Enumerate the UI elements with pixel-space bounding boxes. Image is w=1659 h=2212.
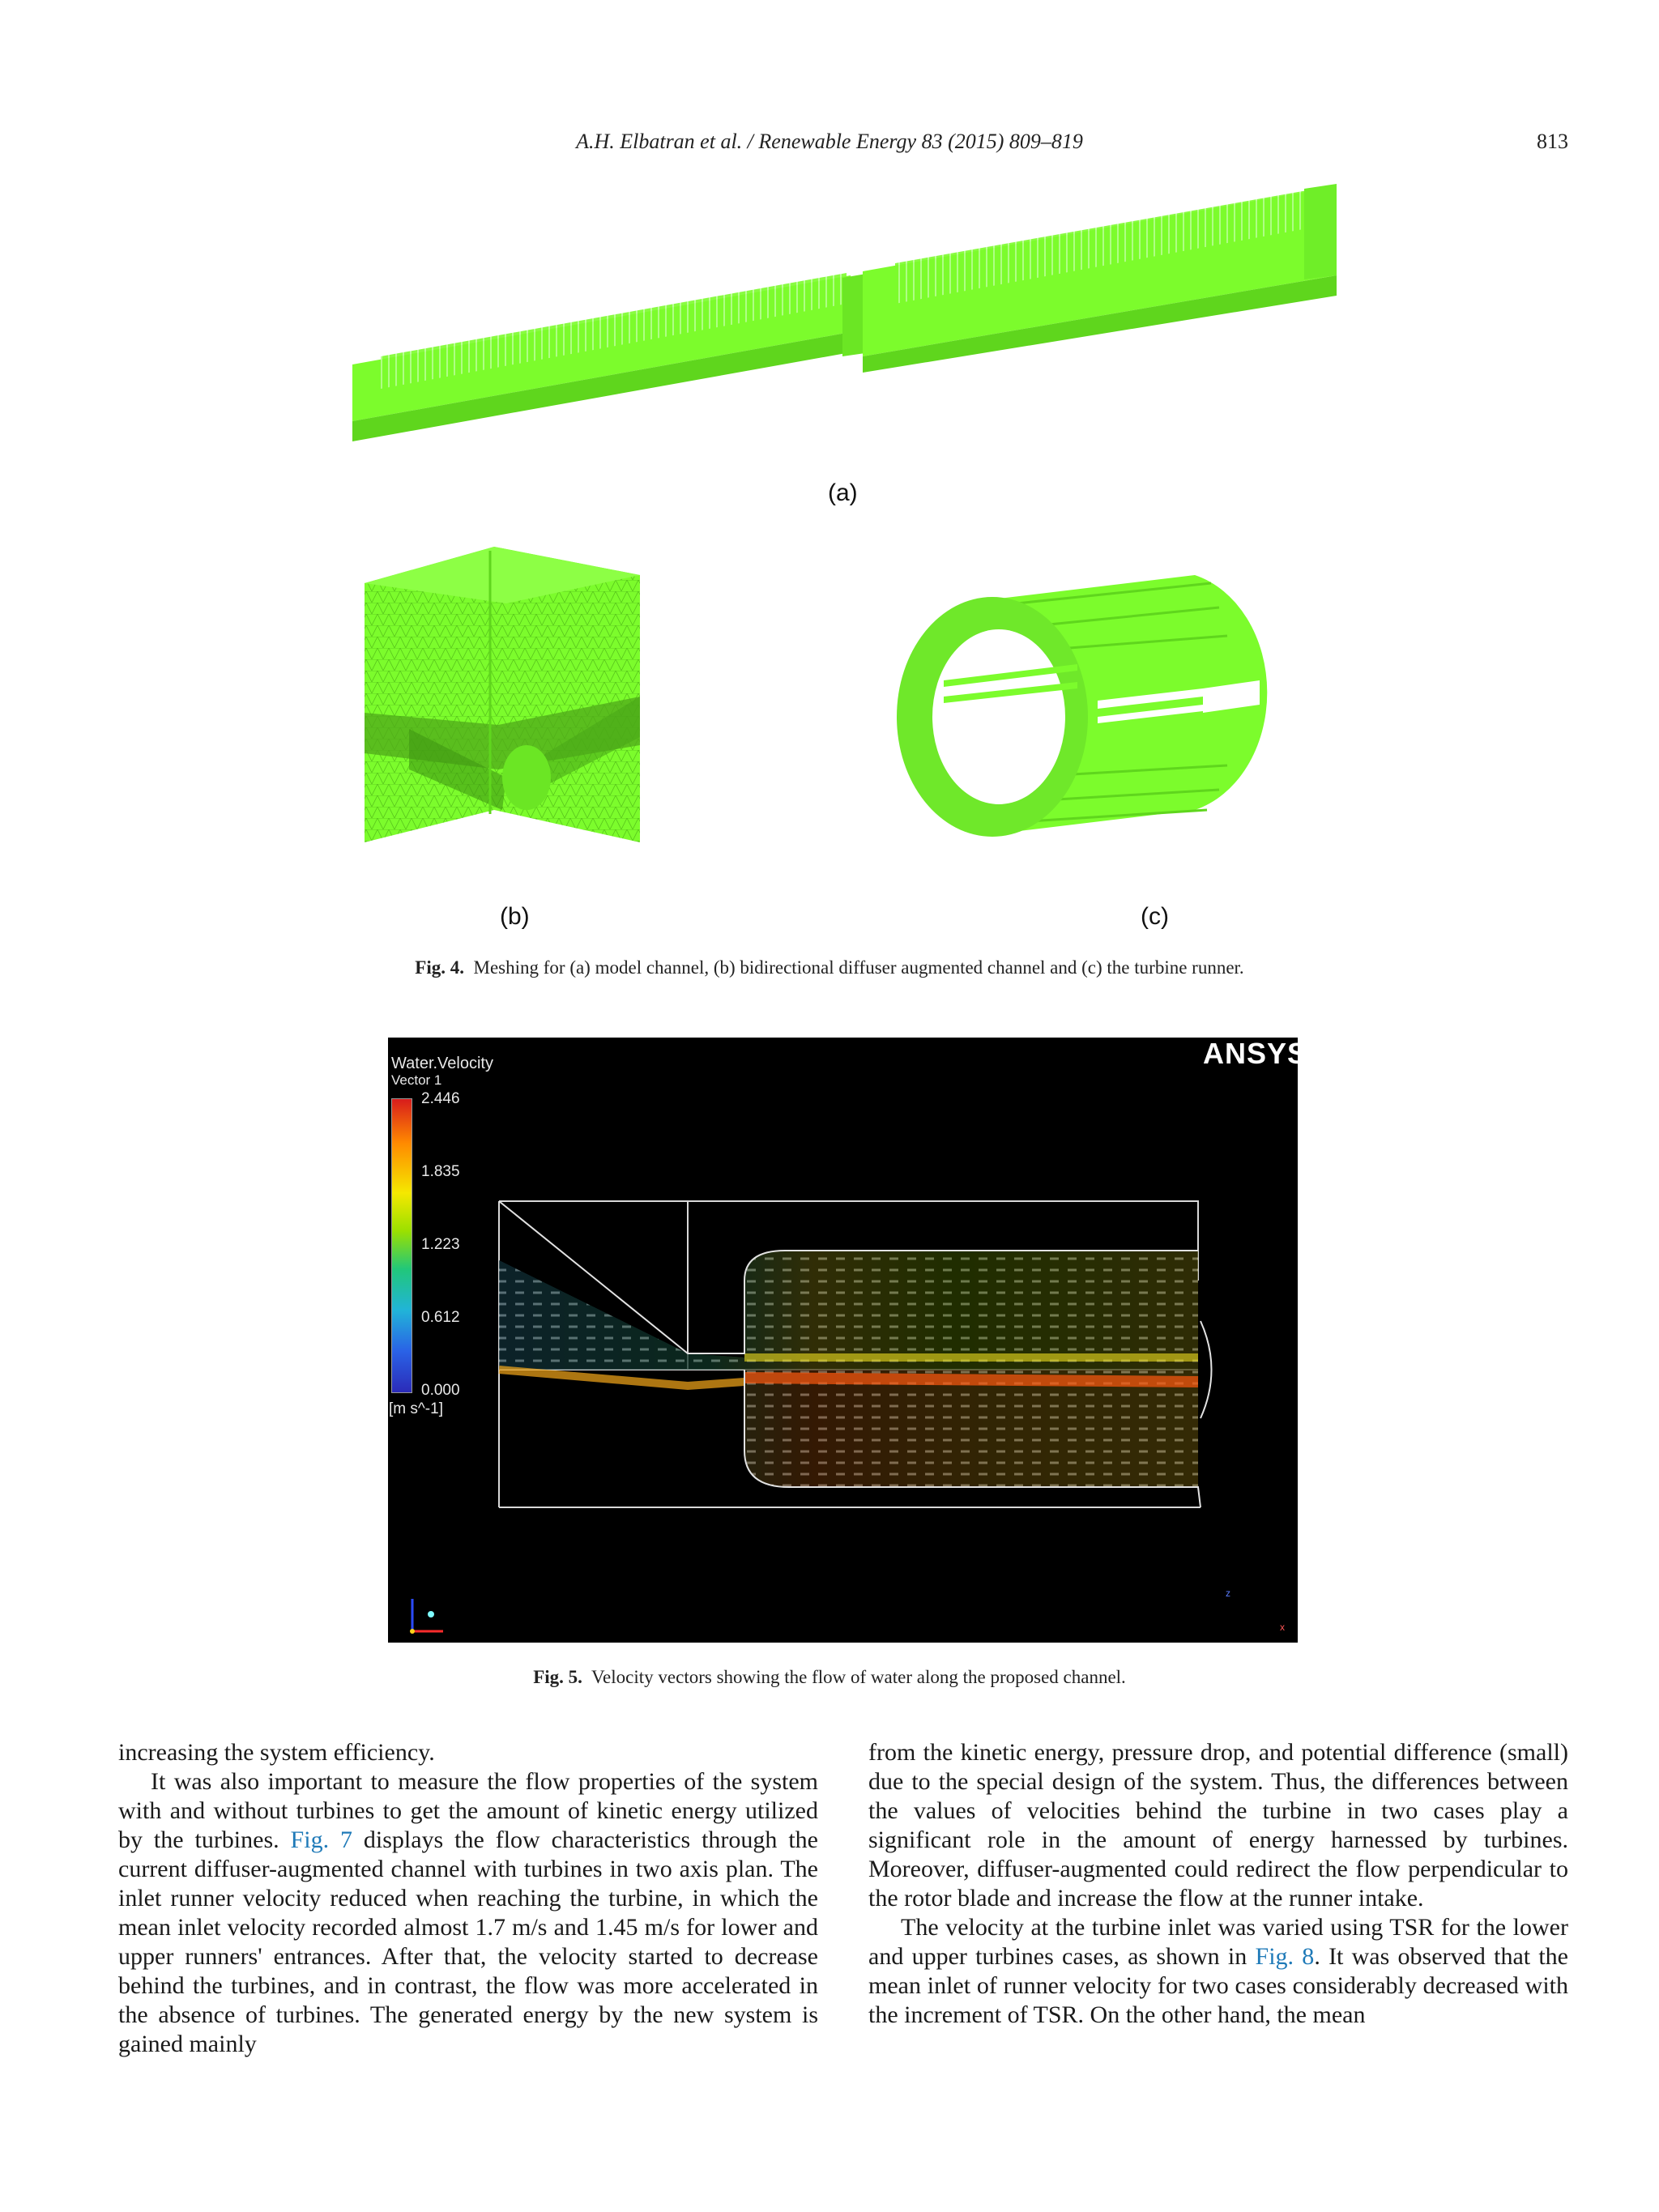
running-head: A.H. Elbatran et al. / Renewable Energy 83 (2015) 809–819 [576,130,1083,153]
figure4a-channel-mesh [344,182,1341,454]
figure-reference-link[interactable]: Fig. 8 [1255,1943,1315,1970]
page-number: 813 [1537,130,1568,153]
body-paragraph [868,1913,1568,2030]
figure4b-diffuser-mesh [360,535,701,859]
figure4c-label: (c) [1141,903,1169,930]
axis-triad [410,1599,443,1634]
legend-value-min: 0.000 [421,1382,460,1399]
body-text: from the kinetic energy, pressure drop, and potential difference (small) due to the special design of the system. Thus, the differences between the values of velocities behind the turbine in two cases play a significant role in the amount of energy harnessed by turbines. Moreover, diffuser-augmented could redirect the flow perpendicular to the rotor blade and increase the flow at the runner intake. [868,1739,1568,1912]
body-text: displays the flow characteristics through the current diffuser-augmented channel with turbines in two axis plan. The inlet runner velocity reduced when reaching the turbine, in which the mean inlet velocity recorded almost 1.7 m/s and 1.45 m/s for lower and upper runners' entrances. After that, the velocity started to decrease behind the turbines, and in contrast, the flow was more accelerated in the absence of turbines. The generated energy by the new system is gained mainly [118,1826,818,2057]
legend-unit: [m s^-1] [389,1400,443,1417]
figure5-caption-label: Fig. 5. [533,1667,582,1687]
ansys-logo-text: ANSYS [1203,1037,1308,1070]
axis-label-z: z [1226,1588,1230,1599]
figure4-caption [0,957,1659,978]
figure4b-label: (b) [500,903,530,930]
figure-reference-link[interactable]: Fig. 7 [290,1826,352,1853]
legend-value-3: 1.223 [421,1236,460,1253]
body-text: It was also important to measure the flow properties of the system with and without turbines to get the amount of kinetic energy utilized by the turbines. [118,1768,818,1853]
body-text: increasing the system efficiency. [118,1739,435,1766]
figure4-caption-text: Meshing for (a) model channel, (b) bidirectional diffuser augmented channel and (c) the turbine runner. [473,957,1244,978]
body-text: The velocity at the turbine inlet was varied using TSR for the lower and upper turbines cases, as shown in [868,1914,1568,1970]
channel-flow-field [388,1038,1298,1643]
body-paragraph [868,1738,1568,1913]
axis-label-x: x [1280,1622,1285,1633]
legend-subtitle: Vector 1 [391,1072,442,1088]
legend-value-4: 0.612 [421,1309,460,1326]
legend-title: Water.Velocity [391,1055,493,1072]
body-paragraph [118,1767,818,2059]
body-right-column [868,1738,1568,2030]
figure5-caption [0,1667,1659,1688]
figure4a-label: (a) [828,479,858,506]
body-text: . It was observed that the mean inlet of runner velocity for two cases considerably decreased with the increment of TSR. On the other hand, the mean [868,1943,1568,2028]
figure4-caption-label: Fig. 4. [415,957,464,978]
body-paragraph [118,1738,818,1767]
figure5-caption-text: Velocity vectors showing the flow of water along the proposed channel. [591,1667,1126,1687]
body-left-column [118,1738,818,2059]
figure4c-runner-mesh [895,567,1333,850]
legend-value-2: 1.835 [421,1163,460,1180]
legend-value-max: 2.446 [421,1090,460,1107]
